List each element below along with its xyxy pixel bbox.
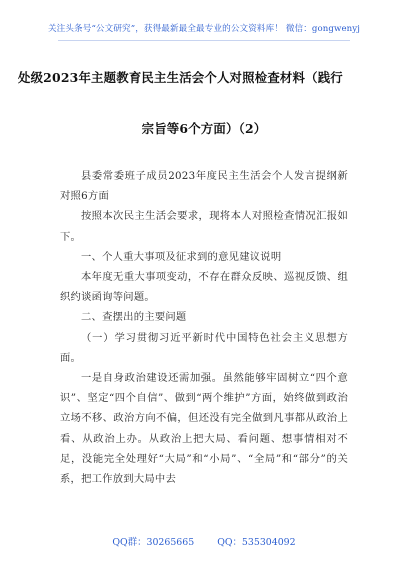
banner-divider (58, 40, 350, 41)
top-banner: 关注头条号“公文研究”，获得最新最全最专业的公文资料库！ 微信：gongwenyj (47, 24, 361, 34)
footer-qq-group: QQ群：30265665 (112, 537, 195, 548)
paragraph-subtitle: 县委常委班子成员2023年度民主生活会个人发言提纲新对照6方面 (60, 170, 348, 203)
document-title-line-2: 宗旨等6个方面）（2） (141, 121, 267, 136)
paragraph-political-building: 一是自身政治建设还需加强。虽然能够牢固树立“四个意识”、坚定“四个自信”、做到“两个维护”方面，始终做到政治立场不移、政治方向不偏，但还没有完全做到凡事都从政治上看、从政治上办。从政治上把大局、看问题、想事情相对不足，没能完全处理好“大局”和“小局”、“全局”和“部分”的关系，把工作放到大局中去 (60, 372, 348, 486)
footer-qq: QQ：535304092 (217, 537, 296, 548)
document-body (60, 166, 348, 489)
section-heading-1: 一、个人重大事项及征求到的意见建议说明 (81, 250, 282, 263)
paragraph-section-1: 本年度无重大事项变动，不存在群众反映、巡视反馈、组织约谈函询等问题。 (60, 271, 348, 304)
document-title-line-1: 处级2023年主题教育民主生活会个人对照检查材料（践行 (18, 70, 343, 85)
subsection-heading-1: （一）学习贯彻习近平新时代中国特色社会主义思想方面。 (60, 331, 348, 364)
section-heading-2: 二、查摆出的主要问题 (81, 311, 187, 324)
paragraph-intro: 按照本次民主生活会要求，现将本人对照检查情况汇报如下。 (60, 210, 348, 243)
footer-contacts (0, 534, 408, 548)
